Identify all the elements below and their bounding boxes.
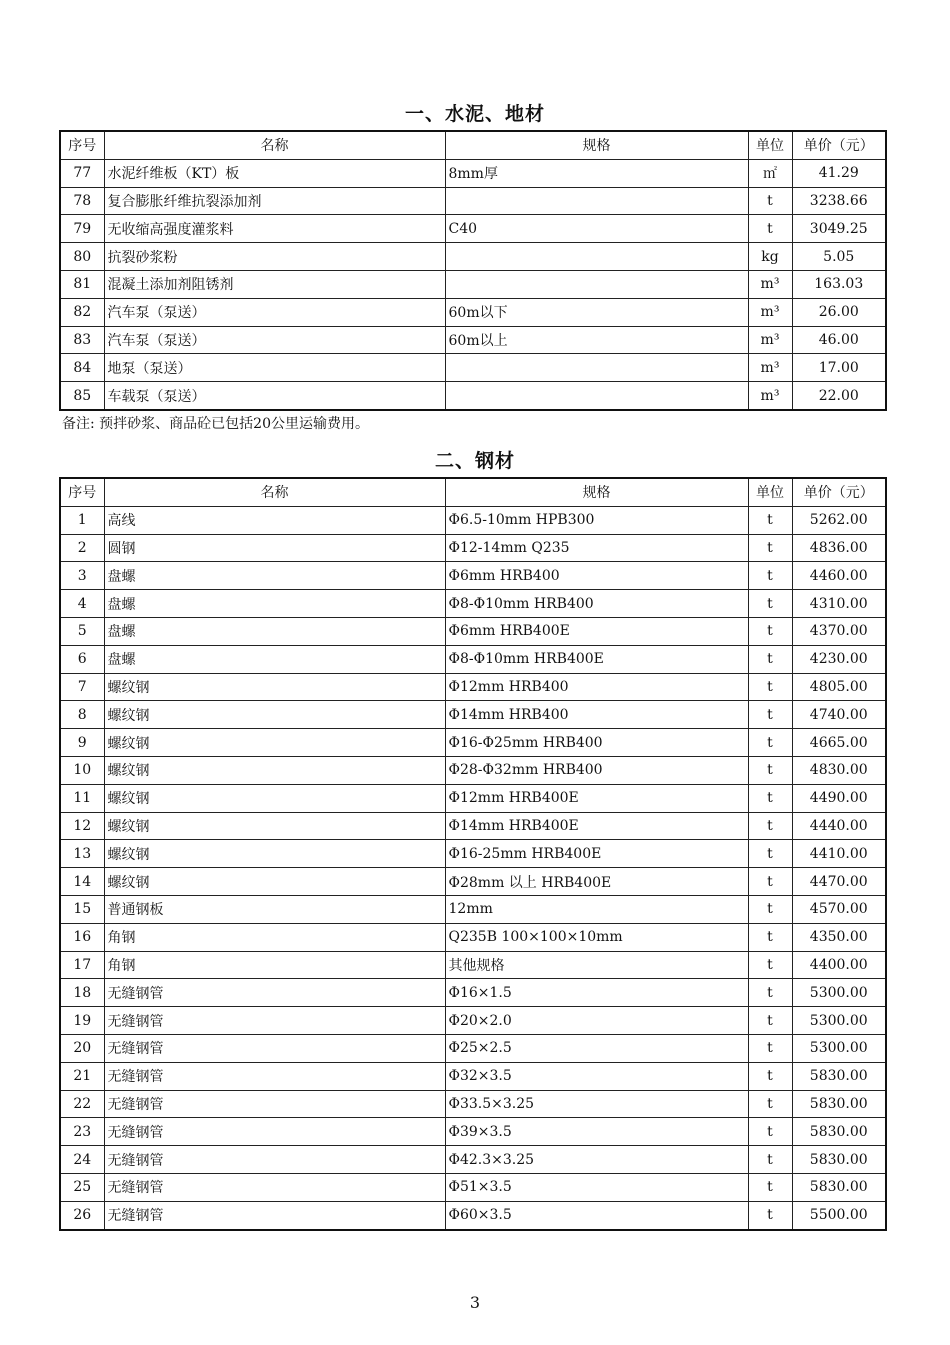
cell-spec: 60m以下 bbox=[445, 298, 748, 326]
header-unit: 单位 bbox=[748, 131, 792, 159]
cell-unit: t bbox=[748, 1118, 792, 1146]
cell-spec: 其他规格 bbox=[445, 951, 748, 979]
cell-price: 17.00 bbox=[792, 354, 886, 382]
cell-unit: t bbox=[748, 1062, 792, 1090]
cell-unit: t bbox=[748, 1146, 792, 1174]
cell-spec: Φ16×1.5 bbox=[445, 979, 748, 1007]
cell-no: 2 bbox=[60, 534, 104, 562]
table-row bbox=[60, 923, 886, 951]
table-row bbox=[60, 326, 886, 354]
header-no: 序号 bbox=[60, 478, 104, 506]
cell-price: 5830.00 bbox=[792, 1146, 886, 1174]
cell-spec bbox=[445, 382, 748, 410]
cell-no: 1 bbox=[60, 506, 104, 534]
cell-unit: t bbox=[748, 534, 792, 562]
cell-price: 4370.00 bbox=[792, 617, 886, 645]
table-row bbox=[60, 673, 886, 701]
cell-unit: m³ bbox=[748, 326, 792, 354]
cell-spec: Φ12-14mm Q235 bbox=[445, 534, 748, 562]
cell-no: 8 bbox=[60, 701, 104, 729]
cell-unit: t bbox=[748, 923, 792, 951]
cell-spec: Φ51×3.5 bbox=[445, 1173, 748, 1201]
cell-unit: t bbox=[748, 729, 792, 757]
cell-no: 80 bbox=[60, 243, 104, 271]
cell-spec: Φ42.3×3.25 bbox=[445, 1146, 748, 1174]
cell-no: 25 bbox=[60, 1173, 104, 1201]
cell-unit: t bbox=[748, 1173, 792, 1201]
cell-price: 4740.00 bbox=[792, 701, 886, 729]
cell-no: 14 bbox=[60, 868, 104, 896]
cell-price: 4470.00 bbox=[792, 868, 886, 896]
table-row bbox=[60, 868, 886, 896]
cell-unit: t bbox=[748, 756, 792, 784]
cell-no: 83 bbox=[60, 326, 104, 354]
cell-price: 4836.00 bbox=[792, 534, 886, 562]
table-row bbox=[60, 729, 886, 757]
header-unit: 单位 bbox=[748, 478, 792, 506]
cell-price: 41.29 bbox=[792, 159, 886, 187]
cell-spec: Φ14mm HRB400 bbox=[445, 701, 748, 729]
cell-unit: m³ bbox=[748, 270, 792, 298]
cell-price: 4805.00 bbox=[792, 673, 886, 701]
cell-price: 5830.00 bbox=[792, 1118, 886, 1146]
table-row bbox=[60, 895, 886, 923]
cell-price: 3049.25 bbox=[792, 215, 886, 243]
cell-price: 5300.00 bbox=[792, 979, 886, 1007]
cell-price: 4460.00 bbox=[792, 562, 886, 590]
cell-price: 4830.00 bbox=[792, 756, 886, 784]
header-no: 序号 bbox=[60, 131, 104, 159]
cell-spec: Φ16-Φ25mm HRB400 bbox=[445, 729, 748, 757]
cell-unit: t bbox=[748, 506, 792, 534]
table-row bbox=[60, 812, 886, 840]
header-spec: 规格 bbox=[445, 131, 748, 159]
cell-spec: C40 bbox=[445, 215, 748, 243]
table-row bbox=[60, 354, 886, 382]
cell-unit: m³ bbox=[748, 382, 792, 410]
cell-unit: t bbox=[748, 1034, 792, 1062]
cell-unit: t bbox=[748, 215, 792, 243]
table-row bbox=[60, 1118, 886, 1146]
table-row bbox=[60, 243, 886, 271]
table-row bbox=[60, 590, 886, 618]
cell-no: 82 bbox=[60, 298, 104, 326]
cell-unit: t bbox=[748, 895, 792, 923]
cell-no: 19 bbox=[60, 1007, 104, 1035]
table-row bbox=[60, 159, 886, 187]
table-row bbox=[60, 1146, 886, 1174]
table-row bbox=[60, 187, 886, 215]
cell-no: 20 bbox=[60, 1034, 104, 1062]
table-row bbox=[60, 1173, 886, 1201]
cell-price: 5830.00 bbox=[792, 1090, 886, 1118]
cell-spec: Φ39×3.5 bbox=[445, 1118, 748, 1146]
cell-spec: Φ60×3.5 bbox=[445, 1201, 748, 1229]
steel-table-body bbox=[60, 506, 886, 1229]
cell-price: 4310.00 bbox=[792, 590, 886, 618]
cell-unit: t bbox=[748, 1007, 792, 1035]
cell-spec: 12mm bbox=[445, 895, 748, 923]
cell-name: 螺纹钢 bbox=[104, 729, 445, 757]
cell-name: 盘螺 bbox=[104, 590, 445, 618]
cell-name: 螺纹钢 bbox=[104, 756, 445, 784]
cell-price: 5.05 bbox=[792, 243, 886, 271]
cell-price: 5300.00 bbox=[792, 1034, 886, 1062]
cell-unit: t bbox=[748, 1090, 792, 1118]
table-row bbox=[60, 1034, 886, 1062]
cell-name: 地泵（泵送） bbox=[104, 354, 445, 382]
cell-name: 汽车泵（泵送） bbox=[104, 326, 445, 354]
cell-spec: Φ6.5-10mm HPB300 bbox=[445, 506, 748, 534]
cell-name: 无缝钢管 bbox=[104, 1118, 445, 1146]
section2-title: 二、钢材 bbox=[434, 450, 515, 472]
cell-price: 4665.00 bbox=[792, 729, 886, 757]
table-row bbox=[60, 1090, 886, 1118]
cell-no: 15 bbox=[60, 895, 104, 923]
table-row bbox=[60, 270, 886, 298]
cell-unit: ㎡ bbox=[748, 159, 792, 187]
table-row bbox=[60, 298, 886, 326]
header-price: 单价（元） bbox=[792, 478, 886, 506]
cell-price: 4400.00 bbox=[792, 951, 886, 979]
cell-name: 无缝钢管 bbox=[104, 1034, 445, 1062]
cell-price: 4410.00 bbox=[792, 840, 886, 868]
cell-unit: t bbox=[748, 812, 792, 840]
cell-unit: kg bbox=[748, 243, 792, 271]
cell-name: 抗裂砂浆粉 bbox=[104, 243, 445, 271]
table-row bbox=[60, 1007, 886, 1035]
cell-price: 163.03 bbox=[792, 270, 886, 298]
cell-spec: Φ20×2.0 bbox=[445, 1007, 748, 1035]
cell-unit: t bbox=[748, 840, 792, 868]
cell-no: 21 bbox=[60, 1062, 104, 1090]
section1-title: 一、水泥、地材 bbox=[404, 103, 545, 125]
cell-no: 7 bbox=[60, 673, 104, 701]
cell-unit: t bbox=[748, 187, 792, 215]
table-row bbox=[60, 784, 886, 812]
cell-unit: t bbox=[748, 617, 792, 645]
steel-table bbox=[59, 477, 887, 1231]
cell-no: 18 bbox=[60, 979, 104, 1007]
cell-spec: Φ25×2.5 bbox=[445, 1034, 748, 1062]
cell-unit: t bbox=[748, 979, 792, 1007]
cell-no: 12 bbox=[60, 812, 104, 840]
cell-price: 5262.00 bbox=[792, 506, 886, 534]
cell-spec: Φ33.5×3.25 bbox=[445, 1090, 748, 1118]
cell-name: 盘螺 bbox=[104, 562, 445, 590]
cell-no: 11 bbox=[60, 784, 104, 812]
cell-spec: Φ8-Φ10mm HRB400E bbox=[445, 645, 748, 673]
cell-spec: Q235B 100×100×10mm bbox=[445, 923, 748, 951]
cell-name: 无缝钢管 bbox=[104, 1146, 445, 1174]
cell-price: 46.00 bbox=[792, 326, 886, 354]
cell-name: 混凝土添加剂阻锈剂 bbox=[104, 270, 445, 298]
table-row bbox=[60, 756, 886, 784]
cell-no: 78 bbox=[60, 187, 104, 215]
cell-name: 高线 bbox=[104, 506, 445, 534]
cell-no: 23 bbox=[60, 1118, 104, 1146]
cell-spec: Φ12mm HRB400 bbox=[445, 673, 748, 701]
cell-name: 角钢 bbox=[104, 951, 445, 979]
cell-unit: t bbox=[748, 951, 792, 979]
cell-name: 角钢 bbox=[104, 923, 445, 951]
cell-no: 6 bbox=[60, 645, 104, 673]
cell-price: 4440.00 bbox=[792, 812, 886, 840]
table-row bbox=[60, 215, 886, 243]
cell-name: 汽车泵（泵送） bbox=[104, 298, 445, 326]
cell-no: 26 bbox=[60, 1201, 104, 1229]
cell-spec: Φ16-25mm HRB400E bbox=[445, 840, 748, 868]
cell-unit: m³ bbox=[748, 354, 792, 382]
table-row bbox=[60, 645, 886, 673]
table-row bbox=[60, 951, 886, 979]
cell-no: 22 bbox=[60, 1090, 104, 1118]
cell-no: 10 bbox=[60, 756, 104, 784]
cell-spec: 60m以上 bbox=[445, 326, 748, 354]
cement-table-body bbox=[60, 159, 886, 410]
cell-no: 24 bbox=[60, 1146, 104, 1174]
cell-name: 螺纹钢 bbox=[104, 868, 445, 896]
cell-spec bbox=[445, 270, 748, 298]
cell-no: 85 bbox=[60, 382, 104, 410]
cell-no: 79 bbox=[60, 215, 104, 243]
cell-price: 4570.00 bbox=[792, 895, 886, 923]
table-header-row bbox=[60, 478, 886, 506]
cell-price: 26.00 bbox=[792, 298, 886, 326]
cell-spec bbox=[445, 354, 748, 382]
cell-price: 5830.00 bbox=[792, 1062, 886, 1090]
table-row bbox=[60, 979, 886, 1007]
cell-name: 普通钢板 bbox=[104, 895, 445, 923]
cell-name: 螺纹钢 bbox=[104, 701, 445, 729]
cell-no: 17 bbox=[60, 951, 104, 979]
cell-spec: 8mm厚 bbox=[445, 159, 748, 187]
cell-name: 盘螺 bbox=[104, 617, 445, 645]
table-row bbox=[60, 506, 886, 534]
cell-spec bbox=[445, 243, 748, 271]
cell-name: 螺纹钢 bbox=[104, 840, 445, 868]
cell-price: 5500.00 bbox=[792, 1201, 886, 1229]
table-row bbox=[60, 840, 886, 868]
note: 备注: 预拌砂浆、商品砼已包括20公里运输费用。 bbox=[62, 416, 369, 432]
cell-unit: t bbox=[748, 673, 792, 701]
table-row bbox=[60, 617, 886, 645]
cell-price: 22.00 bbox=[792, 382, 886, 410]
cell-price: 3238.66 bbox=[792, 187, 886, 215]
cell-name: 螺纹钢 bbox=[104, 673, 445, 701]
header-price: 单价（元） bbox=[792, 131, 886, 159]
cell-name: 螺纹钢 bbox=[104, 784, 445, 812]
cell-name: 无缝钢管 bbox=[104, 1062, 445, 1090]
cell-unit: t bbox=[748, 1201, 792, 1229]
cell-name: 无收缩高强度灌浆料 bbox=[104, 215, 445, 243]
table-row bbox=[60, 701, 886, 729]
cell-no: 84 bbox=[60, 354, 104, 382]
page-number: 3 bbox=[469, 1293, 481, 1312]
table-row bbox=[60, 534, 886, 562]
cell-unit: t bbox=[748, 868, 792, 896]
table-row bbox=[60, 1201, 886, 1229]
cell-name: 车载泵（泵送） bbox=[104, 382, 445, 410]
cell-no: 13 bbox=[60, 840, 104, 868]
cell-name: 圆钢 bbox=[104, 534, 445, 562]
cell-no: 9 bbox=[60, 729, 104, 757]
cell-unit: t bbox=[748, 590, 792, 618]
cell-spec: Φ28-Φ32mm HRB400 bbox=[445, 756, 748, 784]
cell-name: 无缝钢管 bbox=[104, 979, 445, 1007]
cell-price: 5300.00 bbox=[792, 1007, 886, 1035]
header-spec: 规格 bbox=[445, 478, 748, 506]
cell-name: 无缝钢管 bbox=[104, 1007, 445, 1035]
cell-name: 水泥纤维板（KT）板 bbox=[104, 159, 445, 187]
cell-spec: Φ8-Φ10mm HRB400 bbox=[445, 590, 748, 618]
cell-price: 4350.00 bbox=[792, 923, 886, 951]
cell-price: 4490.00 bbox=[792, 784, 886, 812]
cell-no: 5 bbox=[60, 617, 104, 645]
cell-unit: t bbox=[748, 562, 792, 590]
cell-spec: Φ6mm HRB400E bbox=[445, 617, 748, 645]
cell-name: 盘螺 bbox=[104, 645, 445, 673]
cell-unit: t bbox=[748, 701, 792, 729]
cell-no: 3 bbox=[60, 562, 104, 590]
table-row bbox=[60, 1062, 886, 1090]
cell-name: 无缝钢管 bbox=[104, 1090, 445, 1118]
cell-no: 4 bbox=[60, 590, 104, 618]
cell-unit: t bbox=[748, 645, 792, 673]
table-header-row bbox=[60, 131, 886, 159]
table-row bbox=[60, 382, 886, 410]
cell-name: 螺纹钢 bbox=[104, 812, 445, 840]
header-name: 名称 bbox=[104, 478, 445, 506]
cell-spec: Φ6mm HRB400 bbox=[445, 562, 748, 590]
cell-unit: t bbox=[748, 784, 792, 812]
cell-price: 5830.00 bbox=[792, 1173, 886, 1201]
cell-name: 复合膨胀纤维抗裂添加剂 bbox=[104, 187, 445, 215]
cell-name: 无缝钢管 bbox=[104, 1201, 445, 1229]
cell-spec: Φ14mm HRB400E bbox=[445, 812, 748, 840]
cell-no: 16 bbox=[60, 923, 104, 951]
cell-price: 4230.00 bbox=[792, 645, 886, 673]
cell-spec: Φ28mm 以上 HRB400E bbox=[445, 868, 748, 896]
cell-spec: Φ32×3.5 bbox=[445, 1062, 748, 1090]
cell-no: 81 bbox=[60, 270, 104, 298]
header-name: 名称 bbox=[104, 131, 445, 159]
table-row bbox=[60, 562, 886, 590]
cell-spec: Φ12mm HRB400E bbox=[445, 784, 748, 812]
cell-unit: m³ bbox=[748, 298, 792, 326]
cell-spec bbox=[445, 187, 748, 215]
cement-materials-table bbox=[59, 130, 887, 411]
cell-name: 无缝钢管 bbox=[104, 1173, 445, 1201]
cell-no: 77 bbox=[60, 159, 104, 187]
